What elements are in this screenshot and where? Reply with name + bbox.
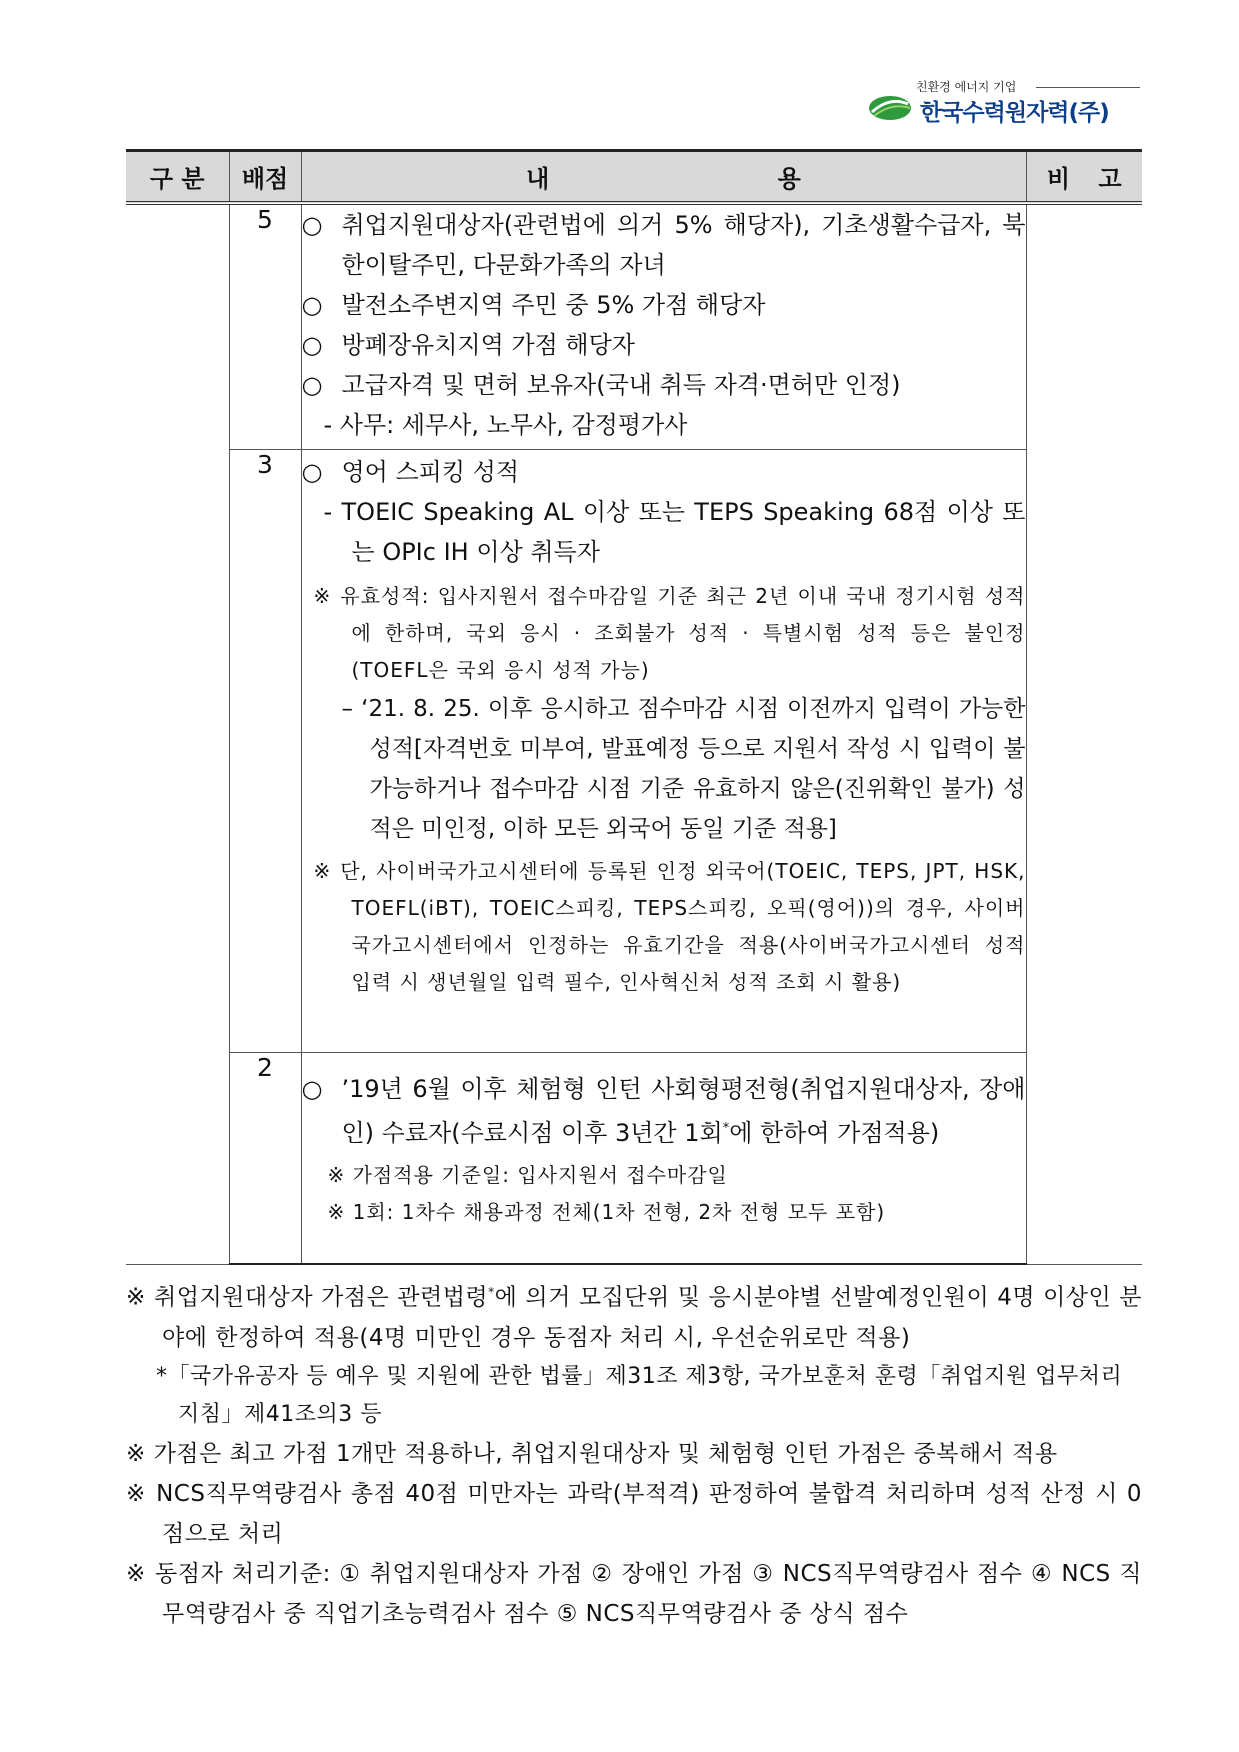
table-row xyxy=(126,203,1142,450)
note: ※ 유효성적: 입사지원서 접수마감일 기준 최근 2년 이내 국내 정기시험 성적에 한하며, 국외 응시 · 조회불가 성적 · 특별시험 성적 등은 불인정(TOEFL은 국외 응시 성적 가능) xyxy=(313,584,1026,682)
header-category: 구 분 xyxy=(126,151,229,204)
remarks-cell xyxy=(1026,203,1142,1264)
footnote: ※ 취업지원대상자 가점은 관련법령*에 의거 모집단위 및 응시분야별 선발예정인원이 4명 이상인 분야에 한정하여 적용(4명 미만인 경우 동점자 처리 시, 우선순위로만 적용) xyxy=(126,1284,1142,1351)
list-item: ○ 발전소주변지역 주민 중 5% 가점 해당자 xyxy=(301,291,766,319)
list-item: ○ 고급자격 및 면허 보유자(국내 취득 자격·면허만 인정) xyxy=(301,371,901,399)
footnote: ※ NCS직무역량검사 총점 40점 미만자는 과락(부적격) 판정하여 불합격 처리하며 성적 산정 시 0점으로 처리 xyxy=(126,1480,1142,1547)
company-logo xyxy=(868,78,1148,128)
footnote-sub: *「국가유공자 등 예우 및 지원에 관한 법률」제31조 제3항, 국가보훈처 훈령「취업지원 업무처리지침」제41조의3 등 xyxy=(156,1363,1123,1427)
table-row xyxy=(126,450,1142,1053)
logo-tagline: 친환경 에너지 기업 xyxy=(916,80,1017,94)
table-row xyxy=(126,1053,1142,1265)
content-cell xyxy=(301,203,1026,450)
logo-mark-icon xyxy=(868,94,912,122)
footnote: ※ 동점자 처리기준: ① 취업지원대상자 가점 ② 장애인 가점 ③ NCS직무역량검사 점수 ④ NCS 직무역량검사 중 직업기초능력검사 점수 ⑤ NCS직무역량검사 중 상식 점수 xyxy=(126,1560,1142,1627)
content-cell xyxy=(301,1053,1026,1265)
list-item: ○ 영어 스피킹 성적 xyxy=(301,458,520,486)
logo-divider xyxy=(1036,87,1140,88)
table-header-row xyxy=(126,151,1142,204)
footnote: ※ 가점은 최고 가점 1개만 적용하나, 취업지원대상자 및 체험형 인턴 가점은 중복해서 적용 xyxy=(126,1440,1058,1467)
note: ※ 단, 사이버국가고시센터에 등록된 인정 외국어(TOEIC, TEPS, JPT, HSK, TOEFL(iBT), TOEIC스피킹, TEPS스피킹, 오픽(영어))의 경우, 사이버국가고시센터에서 인정하는 유효기간을 적용(사이버국가고시센터 성적 입력 시 생년월일 입력 필수, 인사혁신처 성적 조회 시 활용) xyxy=(313,859,1026,994)
list-item: ○ ’19년 6월 이후 체험형 인턴 사회형평전형(취업지원대상자, 장애인) 수료자(수료시점 이후 3년간 1회*에 한하여 가점적용) xyxy=(301,1075,1026,1147)
bonus-points-table xyxy=(126,149,1142,1265)
logo-company-name: 한국수력원자력(주) xyxy=(920,100,1109,126)
score-cell: 3 xyxy=(229,450,301,1053)
footnotes xyxy=(126,1272,1142,1634)
header-content: 내 용 xyxy=(301,151,1026,204)
header-remarks: 비 고 xyxy=(1026,151,1142,204)
score-cell: 2 xyxy=(229,1053,301,1265)
content-cell xyxy=(301,450,1026,1053)
list-item: ○ 취업지원대상자(관련법에 의거 5% 해당자), 기초생활수급자, 북한이탈주민, 다문화가족의 자녀 xyxy=(301,211,1026,279)
sub-item: - TOEIC Speaking AL 이상 또는 TEPS Speaking 68점 이상 또는 OPIc IH 이상 취득자 xyxy=(323,498,1026,566)
header-score: 배점 xyxy=(229,151,301,204)
note: ※ 1회: 1차수 채용과정 전체(1차 전형, 2차 전형 모두 포함) xyxy=(327,1200,886,1224)
note: ※ 가점적용 기준일: 입사지원서 접수마감일 xyxy=(327,1163,728,1187)
list-item: ○ 방폐장유치지역 가점 해당자 xyxy=(301,331,635,359)
score-cell: 5 xyxy=(229,203,301,450)
category-cell xyxy=(126,203,229,1264)
sub-item: - 사무: 세무사, 노무사, 감정평가사 xyxy=(323,411,688,439)
note-sub-item: – ‘21. 8. 25. 이후 응시하고 점수마감 시점 이전까지 입력이 가능한 성적[자격번호 미부여, 발표예정 등으로 지원서 작성 시 입력이 불가능하거나 접수마감 시점 기준 유효하지 않은(진위확인 불가) 성적은 미인정, 이하 모든 외국어 동일 기준 적용] xyxy=(341,696,1026,842)
